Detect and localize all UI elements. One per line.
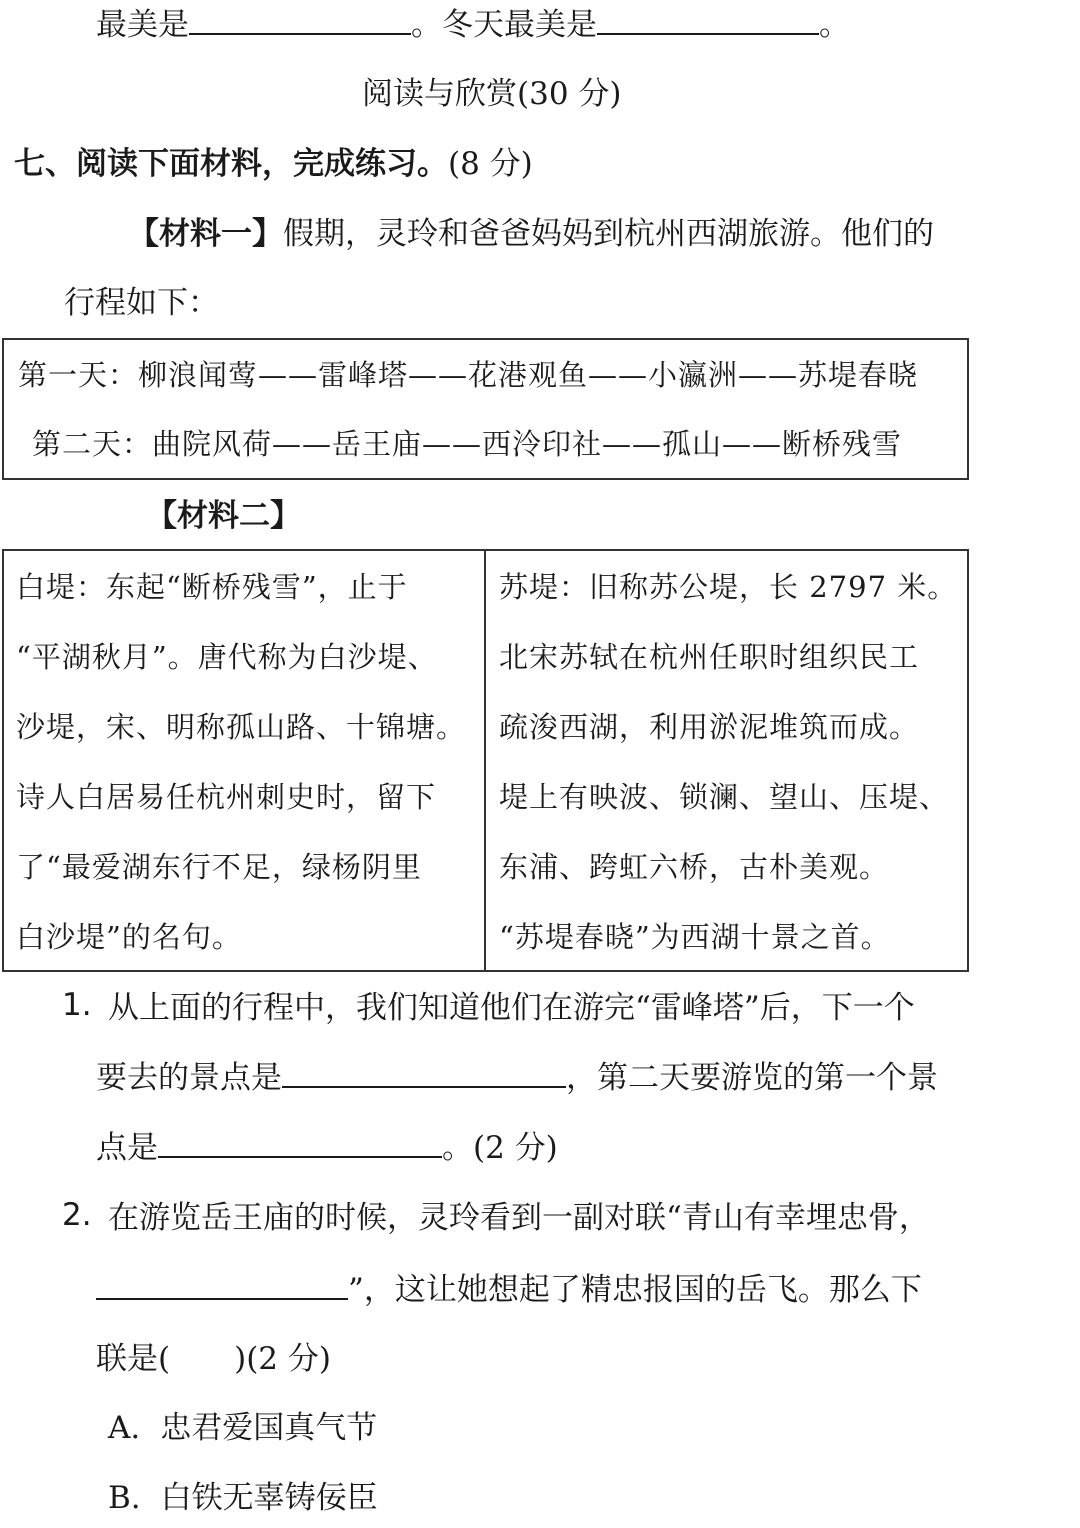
q1-line-3 <box>96 1128 558 1168</box>
question-7-heading <box>14 144 533 184</box>
material-2-label: 【材料二】 <box>146 498 301 534</box>
q2-line-3-a: 联是( <box>96 1341 171 1377</box>
q2-option-a-letter: A. <box>108 1410 141 1446</box>
q2-line-2 <box>96 1270 922 1310</box>
q2-option-a[interactable] <box>108 1408 377 1448</box>
su-di-line-5: 东浦、跨虹六桥，古朴美观。 <box>499 850 890 884</box>
q1-line-2-a: 要去的景点是 <box>96 1060 282 1096</box>
q2-option-b[interactable] <box>108 1478 378 1518</box>
q1-line-3-b: 。(2 分) <box>442 1130 558 1166</box>
su-di-line-2: 北宋苏轼在杭州任职时组织民工 <box>499 640 920 674</box>
material-1-intro-2: 行程如下： <box>64 285 219 321</box>
q1-answer-blank-1[interactable] <box>282 1058 566 1088</box>
bai-di-line-3: 沙堤，宋、明称孤山路、十锦塘。 <box>16 710 467 744</box>
q1-number: 1. <box>62 987 92 1023</box>
q2-option-a-text: 忠君爱国真气节 <box>160 1410 378 1446</box>
su-di-line-4: 堤上有映波、锁澜、望山、压堤、 <box>499 780 950 814</box>
answer-blank-1[interactable] <box>189 5 411 35</box>
bai-di-line-1: 白堤：东起“断桥残雪”，止于 <box>16 570 408 604</box>
section-title: 阅读与欣赏(30 分) <box>362 76 622 112</box>
top-line-part3: 。 <box>819 7 850 43</box>
material-1-label: 【材料一】 <box>128 216 283 252</box>
q2-line-2-b: ”，这让她想起了精忠报国的岳飞。那么下 <box>348 1272 922 1308</box>
q2-option-b-text: 白铁无辜铸佞臣 <box>160 1480 378 1516</box>
material-1-intro-text: 假期，灵玲和爸爸妈妈到杭州西湖旅游。他们的 <box>283 216 934 252</box>
answer-blank-2[interactable] <box>597 5 819 35</box>
material-1-intro <box>128 214 934 254</box>
bai-di-line-2: “平湖秋月”。唐代称为白沙堤、 <box>16 640 438 674</box>
top-line-part2: 。冬天最美是 <box>411 7 597 43</box>
bai-di-line-5: 了“最爱湖东行不足，绿杨阴里 <box>16 850 422 884</box>
q2-answer-blank[interactable] <box>96 1270 348 1300</box>
q2-line-3-b: )(2 分) <box>234 1341 331 1377</box>
su-di-line-1: 苏堤：旧称苏公堤，长 2797 米。 <box>499 570 958 604</box>
q1-answer-blank-2[interactable] <box>158 1128 442 1158</box>
q2-number: 2. <box>62 1197 92 1233</box>
su-di-line-6: “苏堤春晓”为西湖十景之首。 <box>499 920 891 954</box>
su-di-line-3: 疏浚西湖，利用淤泥堆筑而成。 <box>499 710 920 744</box>
top-line-part1: 最美是 <box>96 7 189 43</box>
top-fill-line <box>96 5 850 45</box>
q1-line-3-a: 点是 <box>96 1130 158 1166</box>
q1-line-2 <box>96 1058 938 1098</box>
itinerary-day-1: 第一天：柳浪闻莺——雷峰塔——花港观鱼——小瀛洲——苏堤春晓 <box>18 358 919 392</box>
q1-line-2-b: ，第二天要游览的第一个景 <box>566 1060 938 1096</box>
material-2-divider <box>484 549 486 972</box>
itinerary-day-2: 第二天：曲院风荷——岳王庙——西泠印社——孤山——断桥残雪 <box>32 427 903 461</box>
bai-di-line-6: 白沙堤”的名句。 <box>16 920 242 954</box>
bai-di-line-4: 诗人白居易任杭州刺史时，留下 <box>16 780 437 814</box>
question-7-title: 七、阅读下面材料，完成练习。 <box>14 146 448 182</box>
q2-option-b-letter: B. <box>108 1480 141 1516</box>
question-7-score: (8 分) <box>448 146 533 182</box>
q2-line-3 <box>96 1339 331 1379</box>
q1-line-1: 从上面的行程中，我们知道他们在游完“雷峰塔”后，下一个 <box>108 990 915 1026</box>
q2-line-1: 在游览岳王庙的时候，灵玲看到一副对联“青山有幸埋忠骨， <box>108 1200 930 1236</box>
